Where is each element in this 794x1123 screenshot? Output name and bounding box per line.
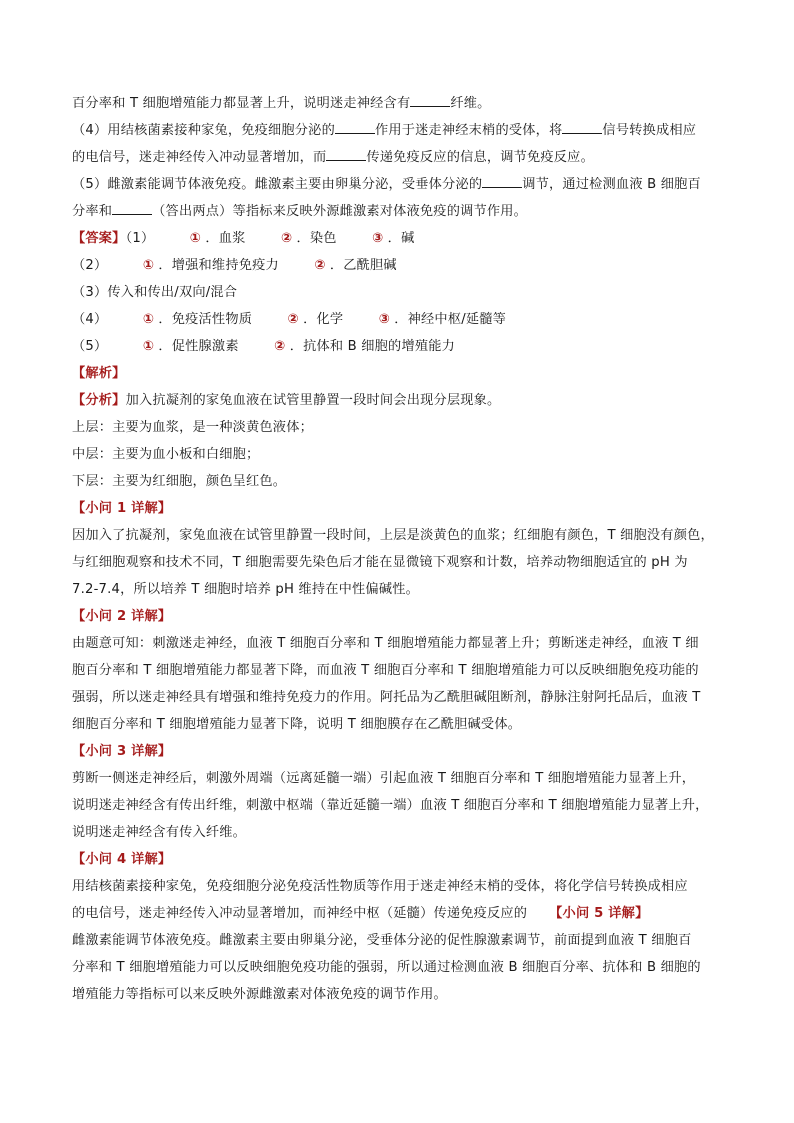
text: 信号转换成相应 bbox=[602, 123, 697, 138]
answer-prefix: （4） bbox=[72, 312, 108, 327]
paragraph-line bbox=[72, 765, 732, 792]
paragraph-line bbox=[72, 954, 732, 981]
analysis-line bbox=[72, 414, 732, 441]
answer-value: 抗体和 B 细胞的增殖能力 bbox=[303, 339, 455, 354]
analysis-tag: 【解析】 bbox=[72, 366, 126, 381]
fenxi-tag: 【分析】 bbox=[72, 393, 126, 408]
text: 胞百分率和 T 细胞增殖能力都显著下降，而血液 T 细胞百分率和 T 细胞增殖能力可以反映细胞免疫功能的 bbox=[72, 663, 699, 678]
question-line bbox=[72, 90, 732, 117]
analysis-line bbox=[72, 468, 732, 495]
answer-tag: 【答案】 bbox=[72, 231, 126, 246]
answer-blank bbox=[326, 147, 366, 161]
question-5-line bbox=[72, 171, 732, 198]
text: 剪断一侧迷走神经后，刺激外周端（远离延髓一端）引起血液 T 细胞百分率和 T 细胞增殖能力显著上升， bbox=[72, 771, 696, 786]
answer-value: 免疫活性物质 bbox=[171, 312, 253, 327]
answer-blank bbox=[410, 93, 450, 107]
sub-tag: 【小问 2 详解】 bbox=[72, 609, 172, 624]
text: （答出两点）等指标来反映外源雌激素对体液免疫的调节作用。 bbox=[152, 204, 528, 219]
paragraph-line bbox=[72, 981, 732, 1008]
paragraph-line bbox=[72, 522, 732, 549]
analysis-heading bbox=[72, 360, 732, 387]
text: 雌激素能调节体液免疫。雌激素主要由卵巢分泌，受垂体分泌的促性腺激素调节，前面提到血液 T 细胞百 bbox=[72, 933, 692, 948]
sub-heading bbox=[72, 495, 732, 522]
text: 分率和 bbox=[72, 204, 113, 219]
text: 的电信号，迷走神经传入冲动显著增加，而 bbox=[72, 150, 327, 165]
sub-tag: 【小问 1 详解】 bbox=[72, 501, 172, 516]
text: 下层：主要为红细胞，颜色呈红色。 bbox=[72, 474, 287, 489]
paragraph-line bbox=[72, 819, 732, 846]
paragraph-line bbox=[72, 549, 732, 576]
answer-blank bbox=[112, 201, 152, 215]
sub-heading bbox=[72, 603, 732, 630]
circled-number: ① bbox=[142, 339, 155, 354]
answer-row-1: 【答案】（1） ① ．血浆 ② ．染色 ③ ．碱 bbox=[72, 231, 415, 246]
circled-number: ② bbox=[274, 339, 286, 354]
text: 与红细胞观察和技术不同，T 细胞需要先染色后才能在显微镜下观察和计数，培养动物细胞适宜的 pH 为 bbox=[72, 555, 688, 570]
text: （4）用结核菌素接种家兔，免疫细胞分泌的 bbox=[72, 123, 335, 138]
text: 7.2-7.4，所以培养 T 细胞时培养 pH 维持在中性偏碱性。 bbox=[72, 582, 419, 597]
answer-prefix: （5） bbox=[72, 339, 108, 354]
answer-row-4: （4） ① ．免疫活性物质 ② ．化学 ③ ．神经中枢/延髓等 bbox=[72, 312, 507, 327]
answer-prefix: （1） bbox=[125, 231, 155, 246]
answer-blank bbox=[482, 174, 522, 188]
question-5-line bbox=[72, 198, 732, 225]
question-4-line bbox=[72, 117, 732, 144]
question-4-line bbox=[72, 144, 732, 171]
answer-row-5: （5） ① ．促性腺激素 ② ．抗体和 B 细胞的增殖能力 bbox=[72, 339, 455, 354]
paragraph-line bbox=[72, 900, 732, 927]
sub-tag: 【小问 5 详解】 bbox=[549, 906, 649, 921]
answer-value: （3）传入和传出/双向/混合 bbox=[72, 285, 238, 300]
paragraph-line bbox=[72, 576, 732, 603]
text: 百分率和 T 细胞增殖能力都显著上升，说明迷走神经含有 bbox=[72, 96, 411, 111]
answer-value: 增强和维持免疫力 bbox=[171, 258, 279, 273]
circled-number: ① bbox=[142, 258, 155, 273]
text: 说明迷走神经含有传入纤维。 bbox=[72, 825, 247, 840]
text: 作用于迷走神经末梢的受体，将 bbox=[374, 123, 563, 138]
answer-blank bbox=[335, 120, 375, 134]
text: 纤维。 bbox=[450, 96, 491, 111]
answer-prefix: （2） bbox=[72, 258, 108, 273]
circled-number: ② bbox=[314, 258, 326, 273]
circled-number: ① bbox=[189, 231, 202, 246]
circled-number: ② bbox=[287, 312, 299, 327]
paragraph-line bbox=[72, 873, 732, 900]
sub-heading bbox=[72, 846, 732, 873]
text: （5）雌激素能调节体液免疫。雌激素主要由卵巢分泌，受垂体分泌的 bbox=[72, 177, 483, 192]
text: 由题意可知：刺激迷走神经，血液 T 细胞百分率和 T 细胞增殖能力都显著上升；剪断迷走神经，血液 T 细 bbox=[72, 636, 699, 651]
circled-number: ② bbox=[280, 231, 293, 246]
circled-number: ① bbox=[142, 312, 155, 327]
answer-value: 神经中枢/延髓等 bbox=[407, 312, 507, 327]
circled-number: ③ bbox=[371, 231, 384, 246]
text: 中层：主要为血小板和白细胞； bbox=[72, 447, 260, 462]
sub-tag: 【小问 3 详解】 bbox=[72, 744, 172, 759]
answer-value: 染色 bbox=[309, 231, 337, 246]
text: 上层：主要为血浆，是一种淡黄色液体； bbox=[72, 420, 313, 435]
paragraph-line bbox=[72, 927, 732, 954]
answer-value: 乙酰胆碱 bbox=[343, 258, 397, 273]
text: 增殖能力等指标可以来反映外源雌激素对体液免疫的调节作用。 bbox=[72, 987, 447, 1002]
text: 细胞百分率和 T 细胞增殖能力显著下降，说明 T 细胞膜存在乙酰胆碱受体。 bbox=[72, 717, 522, 732]
analysis-line bbox=[72, 441, 732, 468]
text: 用结核菌素接种家兔，免疫细胞分泌免疫活性物质等作用于迷走神经末梢的受体，将化学信号转换成相应 bbox=[72, 879, 688, 894]
text: 分率和 T 细胞增殖能力可以反映细胞免疫功能的强弱，所以通过检测血液 B 细胞百分率、抗体和 B 细胞的 bbox=[72, 960, 701, 975]
answer-value: 促性腺激素 bbox=[171, 339, 239, 354]
paragraph-line bbox=[72, 711, 732, 738]
paragraph-line bbox=[72, 684, 732, 711]
answer-row-2: （2） ① ．增强和维持免疫力 ② ．乙酰胆碱 bbox=[72, 258, 397, 273]
text: 强弱，所以迷走神经具有增强和维持免疫力的作用。阿托品为乙酰胆碱阻断剂，静脉注射阿托品后，血液 T bbox=[72, 690, 701, 705]
answer-value: 碱 bbox=[401, 231, 415, 246]
text: 调节，通过检测血液 B 细胞百 bbox=[522, 177, 701, 192]
analysis-line bbox=[72, 387, 732, 414]
circled-number: ③ bbox=[378, 312, 390, 327]
text: 加入抗凝剂的家兔血液在试管里静置一段时间会出现分层现象。 bbox=[125, 393, 501, 408]
answer-value: 化学 bbox=[316, 312, 344, 327]
paragraph-line bbox=[72, 792, 732, 819]
paragraph-line bbox=[72, 630, 732, 657]
text: 因加入了抗凝剂，家兔血液在试管里静置一段时间，上层是淡黄色的血浆；红细胞有颜色，T 细胞没有颜色， bbox=[72, 528, 714, 543]
text: 传递免疫反应的信息，调节免疫反应。 bbox=[366, 150, 594, 165]
sub-tag: 【小问 4 详解】 bbox=[72, 852, 172, 867]
answer-row-3 bbox=[72, 279, 732, 306]
paragraph-line bbox=[72, 657, 732, 684]
text: 说明迷走神经含有传出纤维，刺激中枢端（靠近延髓一端）血液 T 细胞百分率和 T 细胞增殖能力显著上升， bbox=[72, 798, 709, 813]
sub-heading bbox=[72, 738, 732, 765]
answer-blank bbox=[562, 120, 602, 134]
document-page bbox=[72, 90, 732, 1008]
text: 的电信号，迷走神经传入冲动显著增加，而神经中枢（延髓）传递免疫反应的 bbox=[72, 906, 528, 921]
answer-value: 血浆 bbox=[218, 231, 246, 246]
